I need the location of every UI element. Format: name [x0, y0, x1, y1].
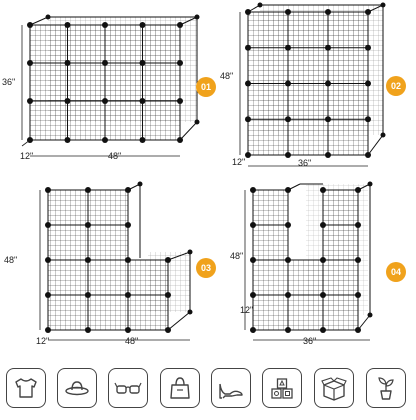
- height-label-01: 36": [2, 77, 16, 87]
- height-label-04: 48": [230, 251, 244, 261]
- depth-label-03: 12": [36, 336, 50, 346]
- width-label-03: 48": [125, 336, 139, 346]
- handbag-icon: [160, 368, 200, 408]
- cube-storage-stepped-left: [0, 180, 215, 350]
- config-badge-03: 03: [196, 258, 216, 278]
- toy-blocks-icon: [262, 368, 302, 408]
- high-heel-icon: [211, 368, 251, 408]
- height-label-02: 48": [220, 71, 234, 81]
- config-badge-02: 02: [386, 76, 406, 96]
- tshirt-icon: [6, 368, 46, 408]
- width-label-01: 48": [108, 151, 122, 161]
- config-badge-04: 04: [386, 262, 406, 282]
- box-icon: [314, 368, 354, 408]
- hat-icon: [57, 368, 97, 408]
- width-label-02: 36": [298, 158, 312, 168]
- width-label-04: 36": [303, 336, 317, 346]
- cube-storage-u-shape: [218, 180, 416, 350]
- config-panel-01: [0, 0, 215, 175]
- usage-icons-row: [0, 366, 416, 416]
- height-label-03: 48": [4, 255, 18, 265]
- config-panel-02: [218, 0, 416, 175]
- config-badge-01: 01: [196, 77, 216, 97]
- config-panel-04: [218, 180, 416, 350]
- depth-label-02: 12": [232, 157, 246, 167]
- depth-label-01: 12": [20, 151, 34, 161]
- glasses-icon: [108, 368, 148, 408]
- config-panel-03: [0, 180, 215, 350]
- depth-label-04: 12": [240, 305, 254, 315]
- plant-icon: [366, 368, 406, 408]
- cube-storage-4x3: [0, 0, 215, 175]
